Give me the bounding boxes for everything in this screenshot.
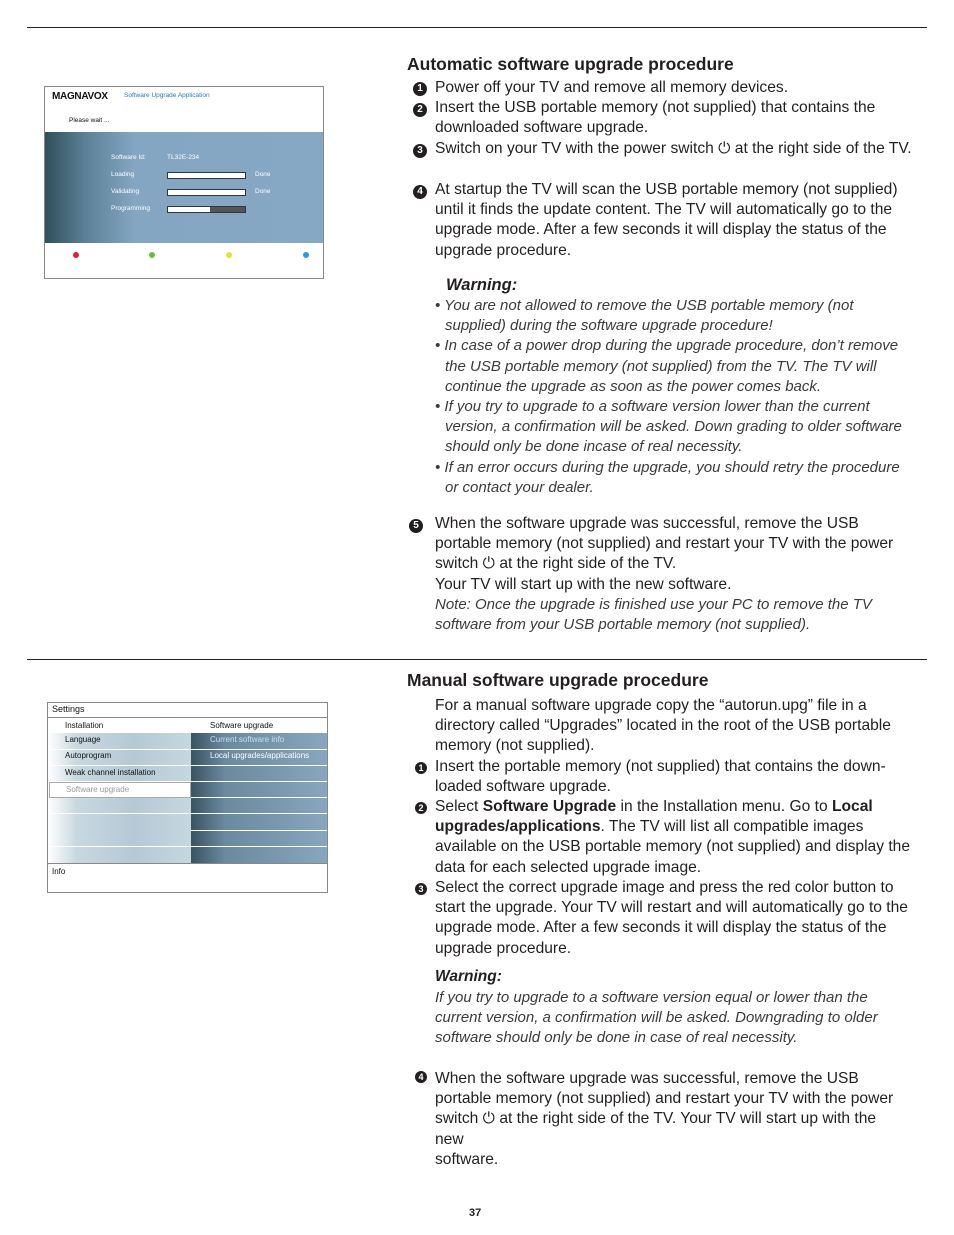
green-button-icon (149, 252, 155, 258)
step-number: 1 (415, 762, 427, 774)
step-number: 2 (413, 103, 427, 117)
divider (48, 813, 191, 814)
step-text: Switch on your TV with the power switch ⏻ at the right side of the TV. (435, 140, 912, 157)
info-label: Info (52, 867, 66, 876)
red-button-icon (73, 252, 79, 258)
step-number: 4 (413, 185, 427, 199)
note-text: Note: Once the upgrade is finished use your PC to remove the TV software from your USB portable memory (not supplied). (435, 595, 872, 634)
menu-item-software-upgrade-selected[interactable] (49, 782, 191, 798)
step-number: 3 (413, 144, 427, 158)
step-text: software. (435, 1150, 499, 1168)
step2-text (435, 797, 915, 878)
step-number: 5 (409, 519, 423, 533)
step-number: 3 (415, 883, 427, 895)
programming-bar (167, 206, 246, 213)
step-number: 1 (413, 82, 427, 96)
divider (191, 749, 327, 750)
warning-item: • You are not allowed to remove the USB portable memory (not supplied) during the software upgrade procedure! (435, 297, 854, 335)
section2-title: Manual software upgrade procedure (407, 670, 709, 690)
loading-label: Loading (111, 171, 135, 178)
step2-part: . The TV will list all compatible images available on the USB portable memory (not supplied) and display the data for each selected upgrade image. (435, 818, 911, 876)
step4-block (435, 1069, 905, 1170)
upgrade-screen (44, 86, 324, 279)
software-upgrade-header: Software upgrade (210, 721, 274, 730)
step-text: Your TV will start up with the new software. (435, 575, 732, 593)
programming-fill (210, 207, 245, 212)
step-text: When the software upgrade was successful, remove the USB portable memory (not supplied) and restart your TV with the power switch ⏻ at the right side of the TV. (435, 515, 894, 573)
menu-item-weak-channel[interactable]: Weak channel installation (65, 768, 156, 777)
step5-block (435, 514, 915, 635)
step-text: At startup the TV will scan the USB portable memory (not supplied) until it finds the update content. The TV will automatically go to the upgrade mode. After a few seconds it will display the status of the upgrade procedure. (435, 181, 898, 259)
status-panel (45, 132, 323, 243)
software-id-label: Software Id: (111, 154, 146, 161)
divider (48, 846, 191, 847)
local-upgrades-term: Local upgrades/applications (435, 798, 873, 836)
divider (191, 846, 327, 847)
warning-text: If you try to upgrade to a software version equal or lower than the current version, a confirmation will be asked. Downgrading to older software should only be done in case of real necessity. (435, 989, 878, 1047)
divider (191, 813, 327, 814)
divider (48, 765, 191, 766)
wait-text: Please wait ... (69, 117, 110, 124)
menu-item-autoprogram[interactable]: Autoprogram (65, 751, 112, 760)
step-text: Insert the USB portable memory (not supplied) that contains the downloaded software upgrade. (435, 99, 876, 137)
brand-logo: MAGNAVOX (52, 91, 108, 102)
divider (48, 781, 191, 782)
divider (191, 765, 327, 766)
step-number: 4 (415, 1071, 427, 1083)
loading-bar (167, 172, 246, 179)
top-rule (27, 27, 927, 28)
blue-button-icon (303, 252, 309, 258)
step2-part: Select (435, 798, 483, 815)
divider (48, 863, 327, 864)
warning-item: • In case of a power drop during the upgrade procedure, don’t remove the USB portable memory (not supplied) from the TV. The TV will continue the upgrade as soon as the power comes back. (435, 337, 899, 395)
warning-title: Warning: (446, 276, 518, 294)
installation-header: Installation (65, 721, 104, 730)
page-number: 37 (469, 1207, 482, 1219)
local-upgrades-applications[interactable]: Local upgrades/applications (210, 751, 310, 760)
divider (48, 717, 327, 718)
app-title: Software Upgrade Application (124, 92, 210, 99)
settings-screen (47, 702, 328, 893)
menu-item-label: Software upgrade (66, 785, 130, 794)
software-id: TL32E-234 (167, 154, 200, 161)
menu-item-language[interactable]: Language (65, 735, 101, 744)
validating-bar (167, 189, 246, 196)
warning-title: Warning: (435, 968, 502, 985)
step-text: Insert the portable memory (not supplied) that contains the down-loaded software upgrade. (435, 758, 886, 796)
loading-done: Done (255, 171, 271, 178)
warning-item: • If an error occurs during the upgrade, you should retry the procedure or contact your dealer. (435, 458, 900, 496)
current-software-info[interactable]: Current software info (210, 735, 285, 744)
step2-part: in the Installation menu. Go to (616, 798, 832, 815)
section1-title: Automatic software upgrade procedure (407, 54, 734, 74)
step-number: 2 (415, 802, 427, 814)
step-text: Select the correct upgrade image and press the red color button to start the upgrade. Your TV will restart and will automatically go to the upgrade mode. After a few seconds it will display the status of the upgrade procedure. (435, 879, 908, 957)
intro-text: For a manual software upgrade copy the “autorun.upg” file in a directory called “Upgrades” located in the root of the USB portable memory (not supplied). (435, 697, 891, 755)
divider (48, 749, 191, 750)
validating-done: Done (255, 188, 271, 195)
warning-list (435, 296, 905, 498)
step-text: When the software upgrade was successful, remove the USB portable memory (not supplied) and restart your TV with the power switch ⏻ at the right side of the TV. Your TV will start up with the new (435, 1070, 894, 1148)
settings-title: Settings (52, 704, 85, 714)
software-upgrade-term: Software Upgrade (482, 798, 617, 815)
divider (191, 781, 327, 782)
section-rule (27, 659, 927, 660)
step-text: Power off your TV and remove all memory devices. (435, 79, 789, 96)
yellow-button-icon (226, 252, 232, 258)
programming-label: Programming (111, 205, 151, 212)
warning-item: • If you try to upgrade to a software version lower than the current version, a confirmation will be asked. Down grading to older software should only be done incase of real necessity. (435, 398, 902, 456)
validating-label: Validating (111, 188, 140, 195)
divider (191, 797, 327, 798)
divider (191, 830, 327, 831)
